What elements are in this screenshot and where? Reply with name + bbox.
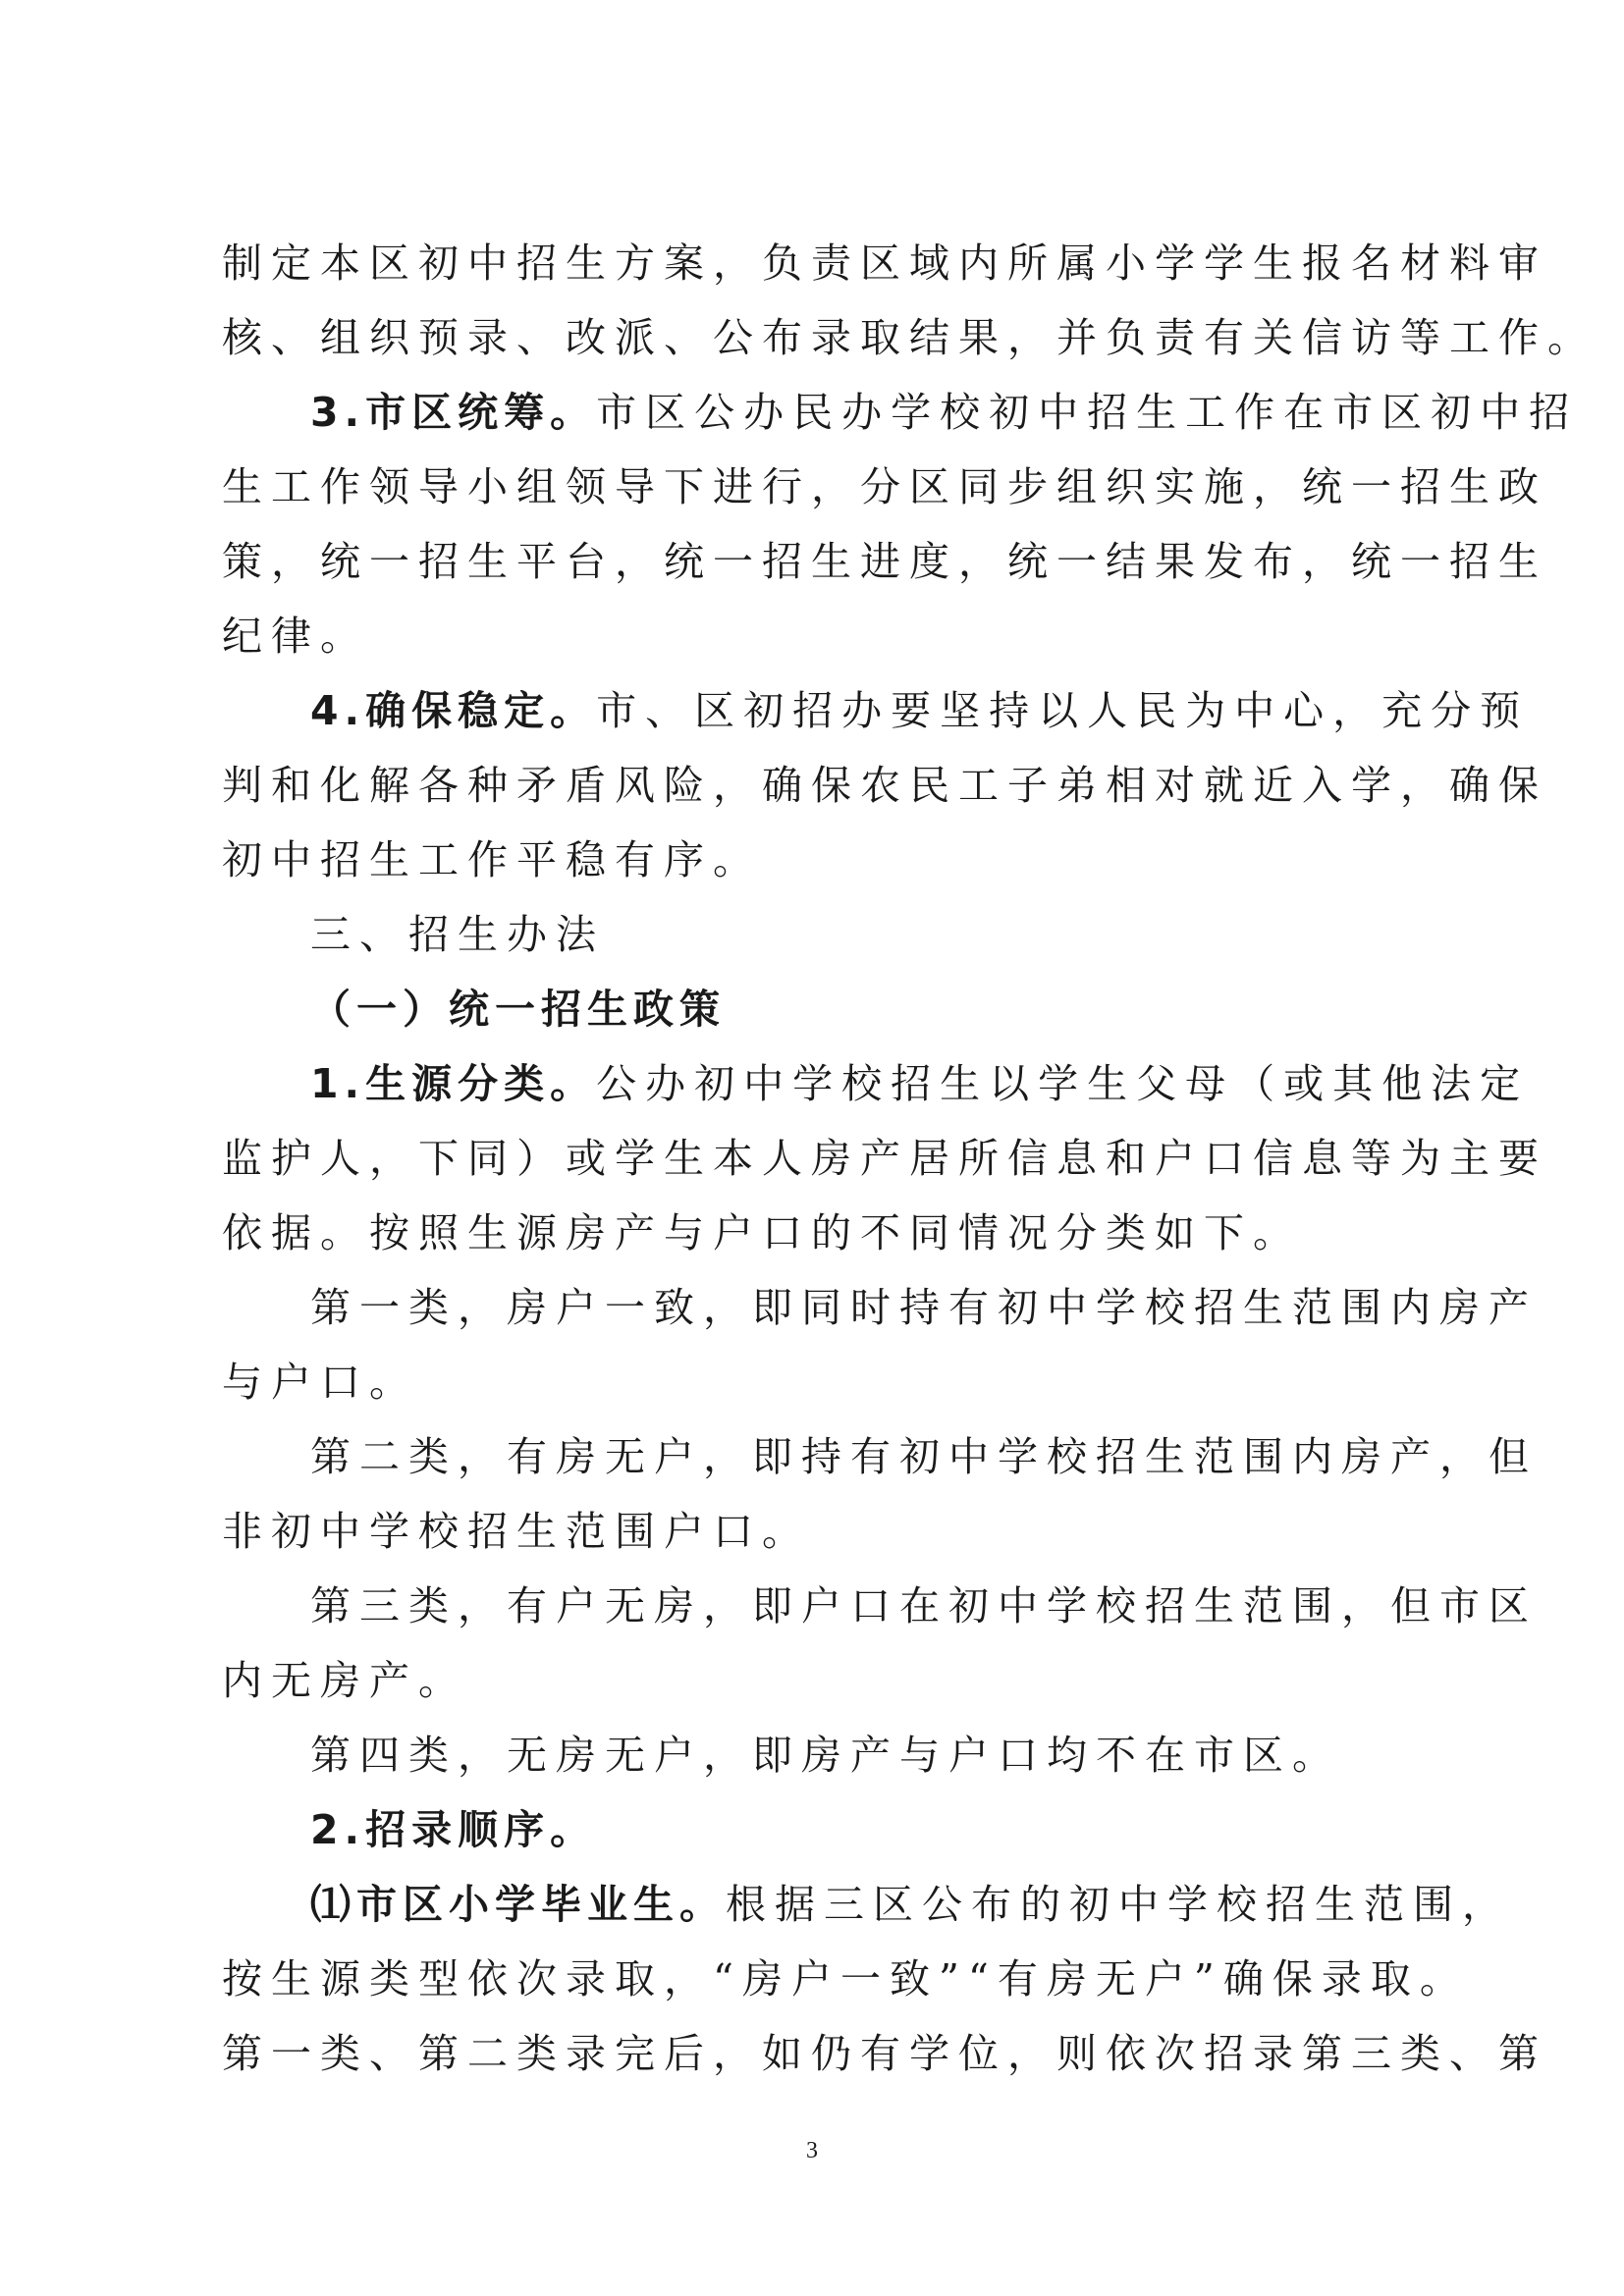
clause-2-title: 2.招录顺序。 — [310, 1806, 597, 1853]
category-2-line: 第二类，有房无户，即持有初中学校招生范围内房产，但 — [310, 1433, 1538, 1480]
clause-1-line: 1.生源分类。公办初中学校招生以学生父母（或其他法定 — [310, 1060, 1530, 1107]
clause-2-line — [310, 1802, 596, 1857]
body-line-16: 与户口。 — [222, 1359, 418, 1406]
body-line-5: 策，统一招生平台，统一招生进度，统一结果发布，统一招生 — [222, 538, 1547, 585]
body-line-13: 监护人，下同）或学生本人房产居所信息和户口信息等为主要 — [222, 1135, 1547, 1182]
body-line-20: 内无房产。 — [222, 1657, 467, 1704]
category-1-line: 第一类，房户一致，即同时持有初中学校招生范围内房产 — [310, 1284, 1538, 1331]
body-line-9: 初中招生工作平稳有序。 — [222, 836, 762, 883]
body-line-24: 按生源类型依次录取，“房户一致”“有房无户”确保录取。 — [222, 1955, 1469, 2002]
body-line-8: 判和化解各种矛盾风险，确保农民工子弟相对就近入学，确保 — [222, 762, 1547, 809]
clause-4-title: 4.确保稳定。 — [310, 687, 597, 734]
body-line-2: 核、组织预录、改派、公布录取结果，并负责有关信访等工作。 — [222, 314, 1597, 361]
body-line-4: 生工作领导小组领导下进行，分区同步组织实施，统一招生政 — [222, 463, 1547, 510]
item-1-title: ⑴市区小学毕业生。 — [310, 1881, 726, 1928]
clause-1-title: 1.生源分类。 — [310, 1060, 597, 1107]
body-line-6: 纪律。 — [222, 613, 369, 660]
clause-4-line: 4.确保稳定。市、区初招办要坚持以人民为中心，充分预 — [310, 687, 1530, 734]
item-1-line: ⑴市区小学毕业生。根据三区公布的初中学校招生范围， — [310, 1881, 1511, 1928]
subsection-heading: （一）统一招生政策 — [310, 986, 726, 1033]
body-line-25: 第一类、第二类录完后，如仍有学位，则依次招录第三类、第 — [222, 2030, 1547, 2077]
body-line-14: 依据。按照生源房产与户口的不同情况分类如下。 — [222, 1209, 1302, 1256]
section-heading: 三、招生办法 — [310, 911, 605, 958]
body-line-18: 非初中学校招生范围户口。 — [222, 1508, 811, 1555]
body-line-1: 制定本区初中招生方案，负责区域内所属小学学生报名材料审 — [222, 240, 1547, 287]
page-number: 3 — [806, 2138, 818, 2163]
category-4-line: 第四类，无房无户，即房产与户口均不在市区。 — [310, 1732, 1341, 1779]
clause-3-title: 3.市区统筹。 — [310, 389, 597, 436]
clause-3-line: 3.市区统筹。市区公办民办学校初中招生工作在市区初中招 — [310, 389, 1579, 436]
category-3-line: 第三类，有户无房，即户口在初中学校招生范围，但市区 — [310, 1582, 1538, 1629]
